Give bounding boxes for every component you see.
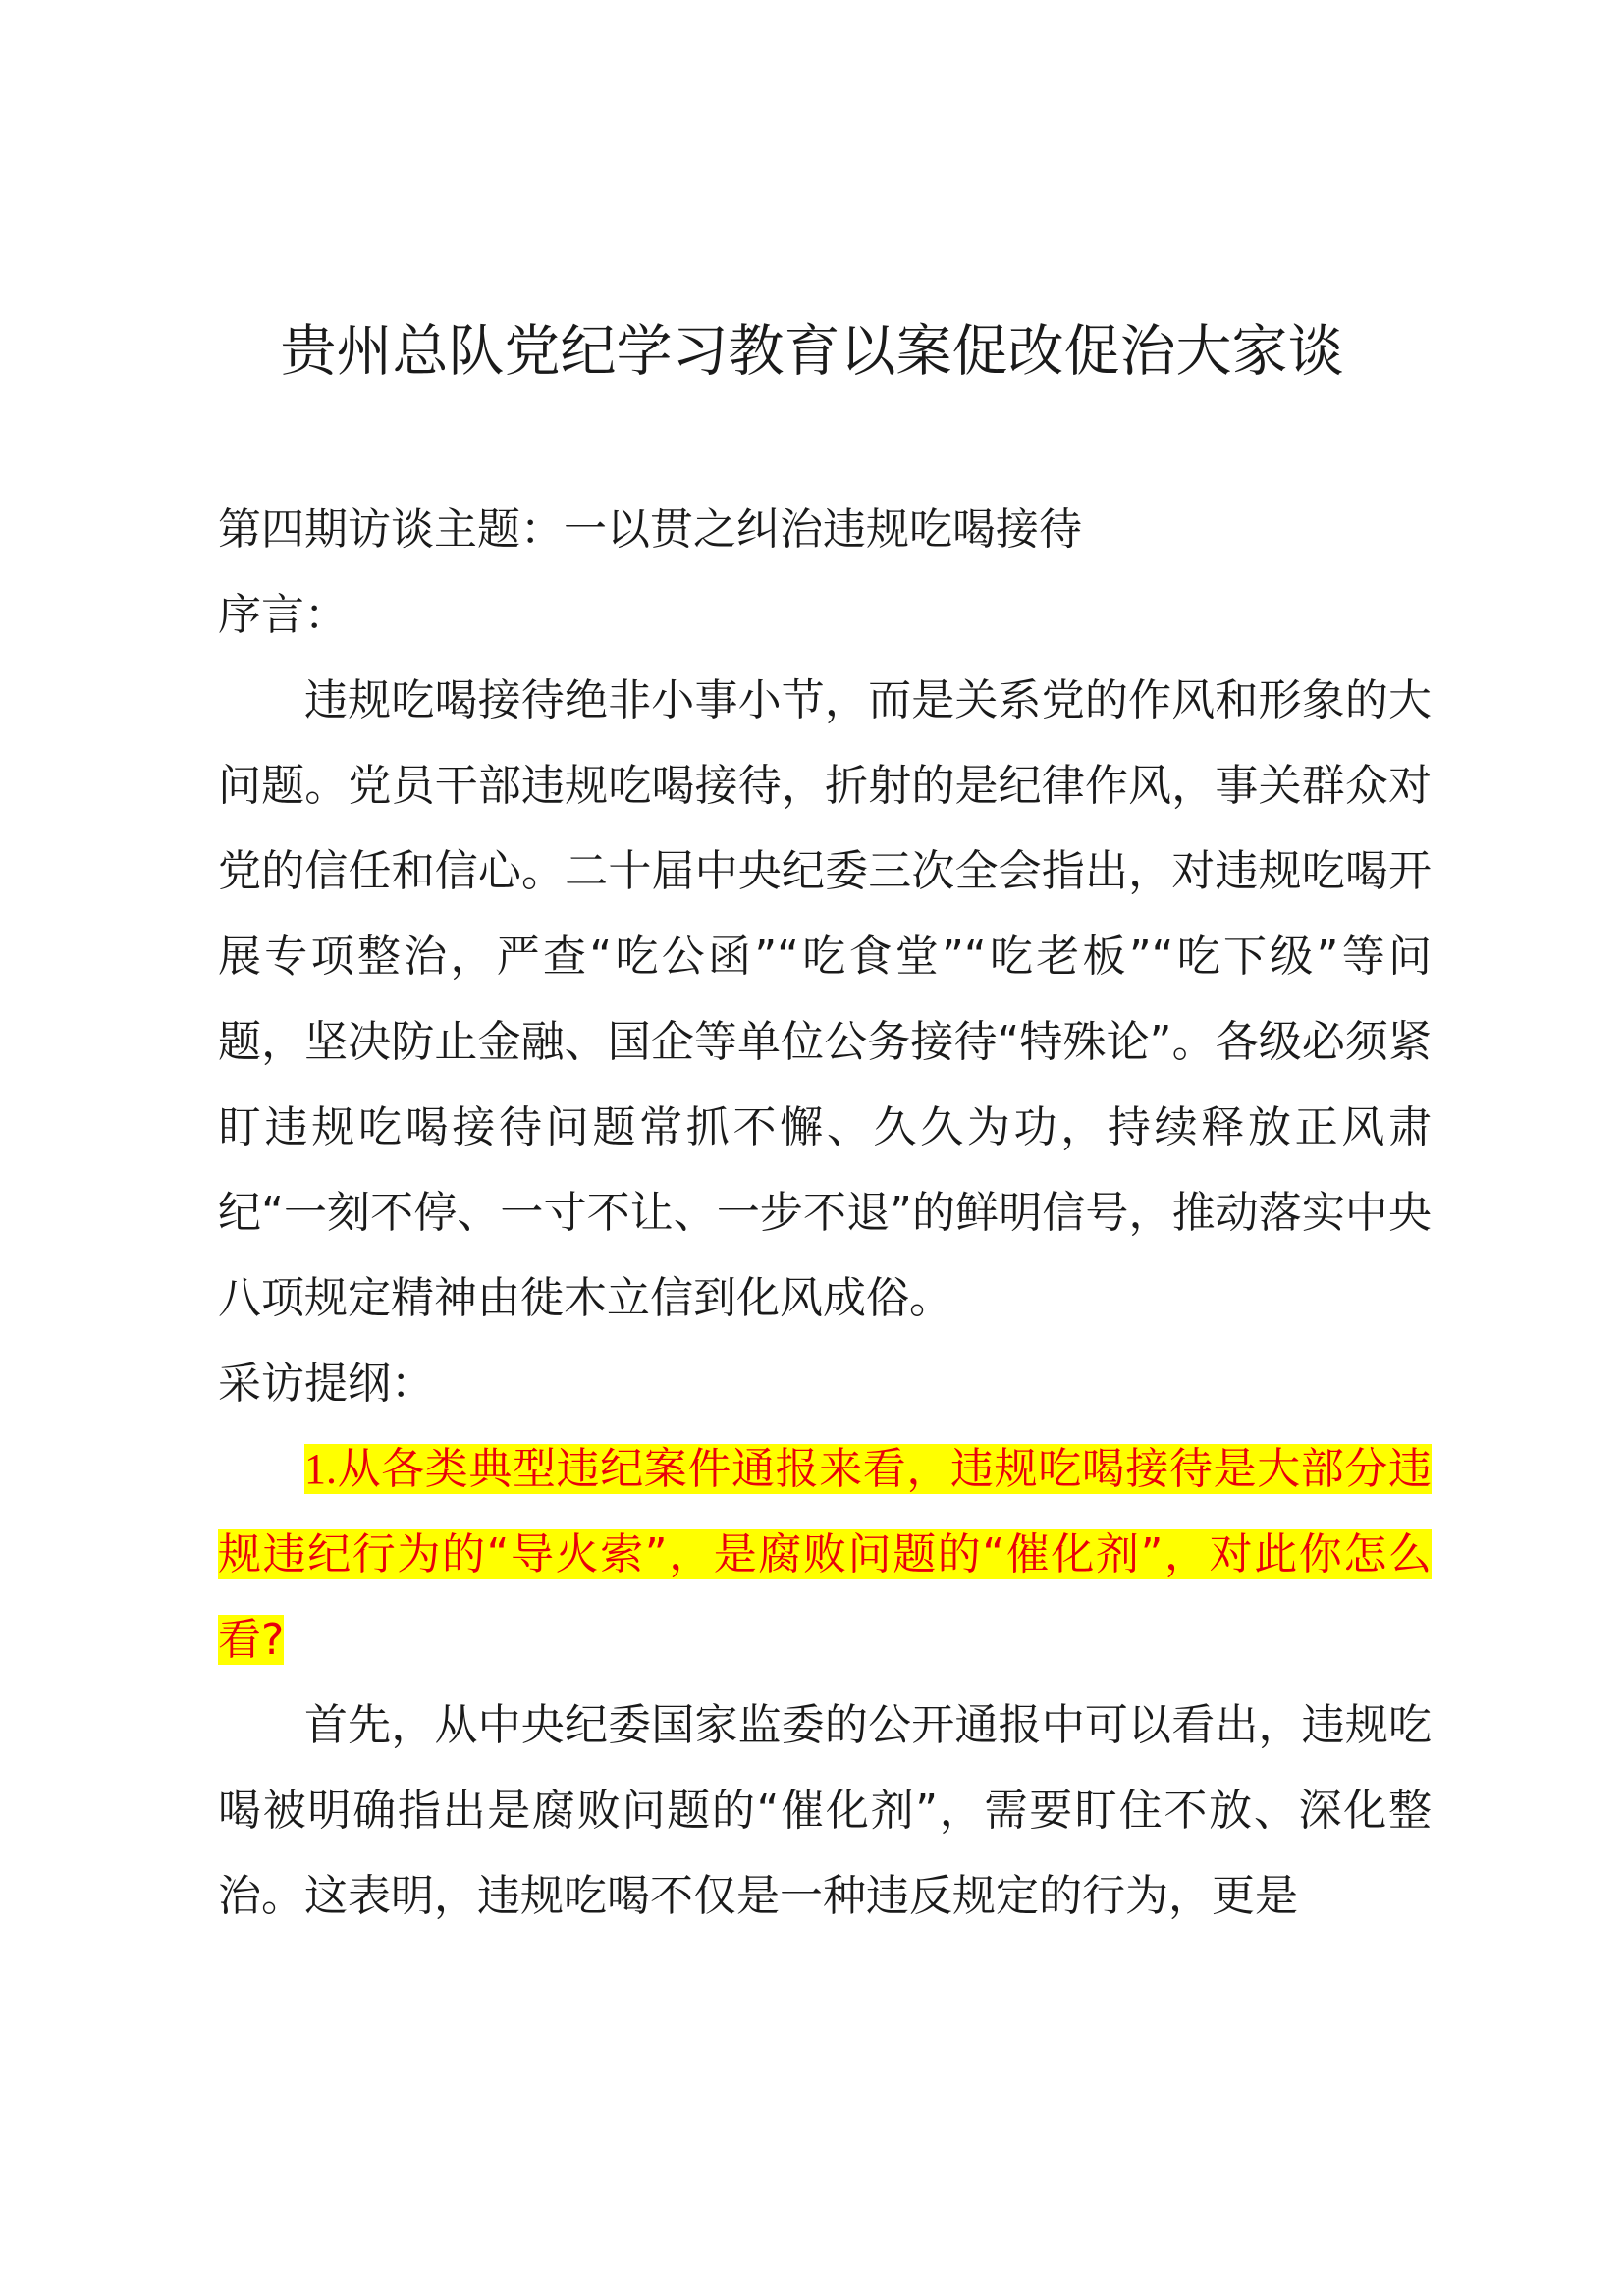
question-1-number: 1.: [304, 1445, 337, 1493]
document-body: [218, 487, 1432, 1939]
question-1: [218, 1426, 1432, 1682]
preface-paragraph: 违规吃喝接待绝非小事小节，而是关系党的作风和形象的大问题。党员干部违规吃喝接待，折射的是纪律作风，事关群众对党的信任和信心。二十届中央纪委三次全会指出，对违规吃喝开展专项整治，严查“吃公函”“吃食堂”“吃老板”“吃下级”等问题，坚决防止金融、国企等单位公务接待“特殊论”。各级必须紧盯违规吃喝接待问题常抓不懈、久久为功，持续释放正风肃纪“一刻不停、一寸不让、一步不退”的鲜明信号，推动落实中央八项规定精神由徙木立信到化风成俗。: [218, 675, 1432, 1323]
question-1-text: 从各类典型违纪案件通报来看，违规吃喝接待是大部分违规违纪行为的“导火索”，是腐败问题的“催化剂”，对此你怎么看?: [218, 1444, 1432, 1665]
question-1-highlight: [218, 1444, 1432, 1665]
outline-heading: 采访提纲：: [218, 1359, 434, 1409]
answer-1-paragraph: 首先，从中央纪委国家监委的公开通报中可以看出，违规吃喝被明确指出是腐败问题的“催化剂”，需要盯住不放、深化整治。这表明，违规吃喝不仅是一种违反规定的行为，更是: [218, 1700, 1432, 1921]
topic-line: 第四期访谈主题：一以贯之纠治违规吃喝接待: [218, 505, 1082, 555]
preface-heading: 序言：: [218, 590, 348, 640]
document-title: 贵州总队党纪学习教育以案促改促治大家谈: [280, 319, 1344, 384]
